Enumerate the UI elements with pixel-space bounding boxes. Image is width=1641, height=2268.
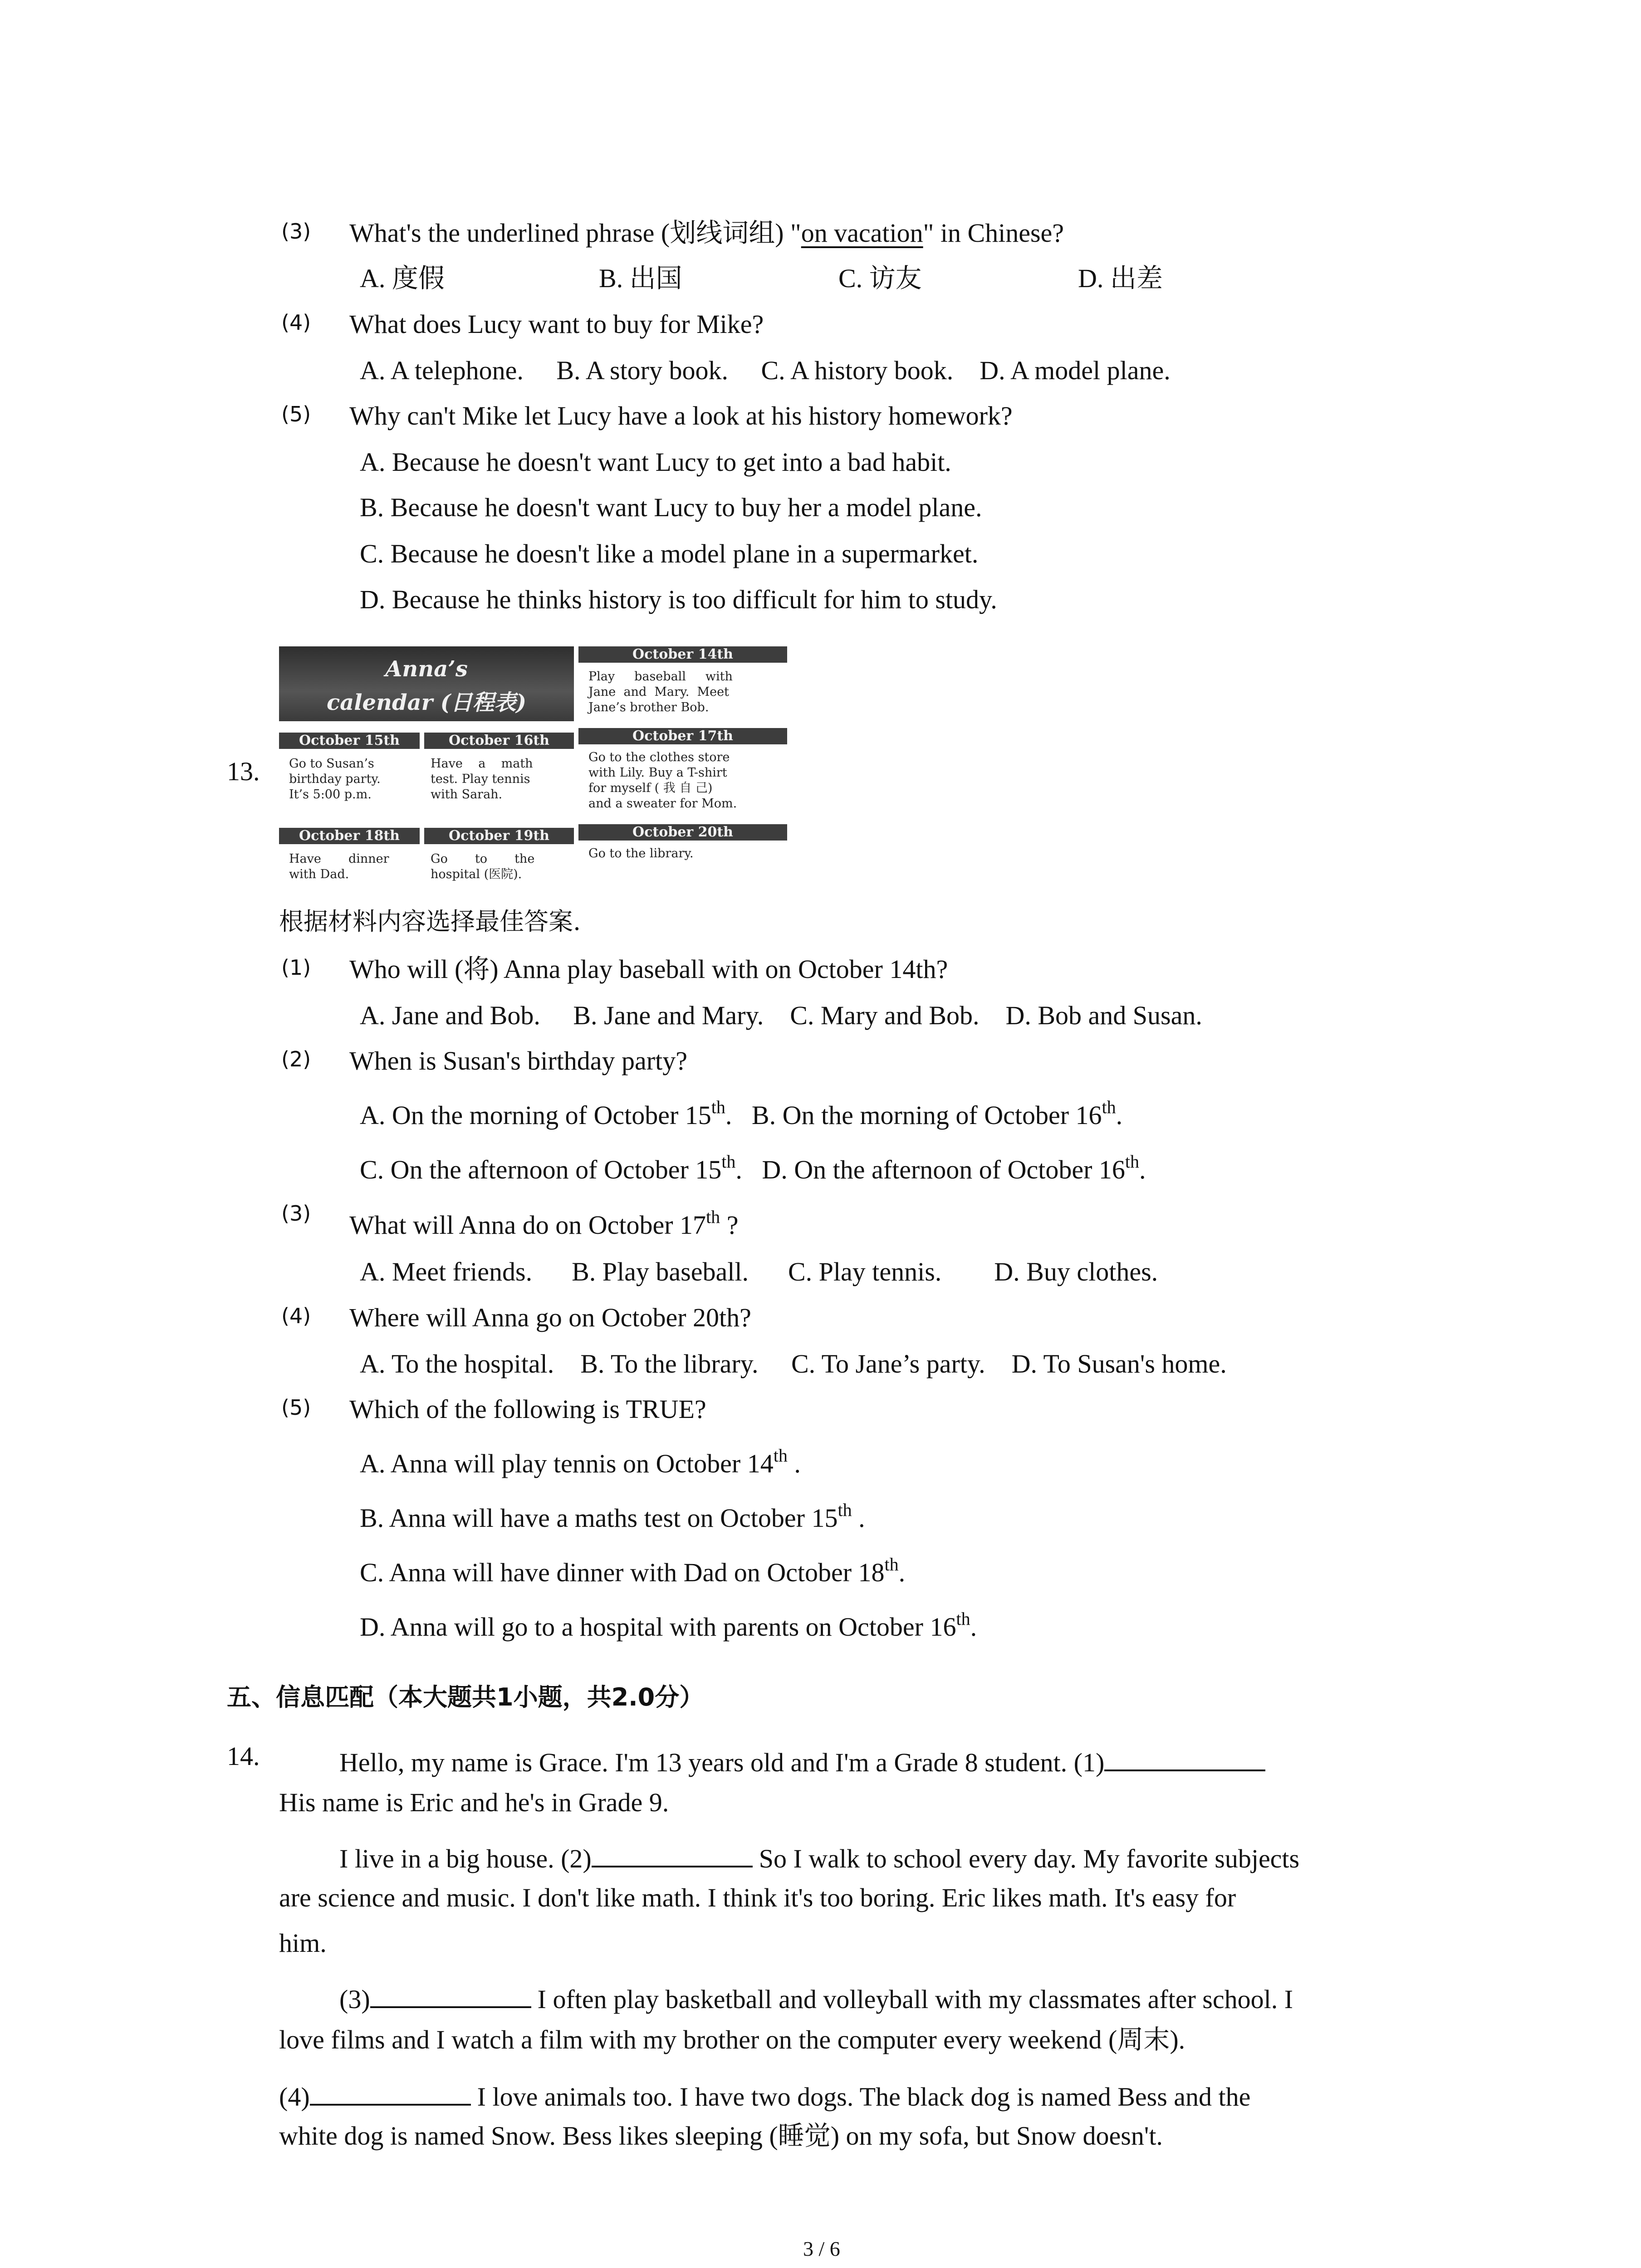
answer-blank-1[interactable] — [1104, 1743, 1265, 1771]
q13-2-option-b: B. On the morning of October 16 — [751, 1100, 1102, 1130]
q14-p2-line2: are science and music. I don't like math. I think it's too boring. Eric likes math. It's easy for — [279, 1883, 1236, 1912]
q13-4-number: (4) — [281, 1304, 311, 1328]
calendar-cell-oct16 — [424, 733, 574, 819]
q14-p4-line1 — [279, 2077, 1250, 2110]
option-text: B. Anna will have a maths test on October 15 — [360, 1503, 838, 1533]
q13-3-options: A. Meet friends. B. Play baseball. C. Play tennis. D. Buy clothes. — [360, 1257, 1158, 1286]
q12-5-option-d: D. Because he thinks history is too difficult for him to study. — [360, 585, 997, 614]
q14-p1-line2: His name is Eric and he's in Grade 9. — [279, 1788, 669, 1817]
q13-instruction: 根据材料内容选择最佳答案. — [279, 907, 581, 936]
q14-p2-line3: him. — [279, 1928, 327, 1958]
calendar-text: Go to the library. — [588, 846, 694, 860]
q14-p1-line1 — [339, 1743, 1272, 1776]
q13-3-text-after: ? — [720, 1210, 739, 1240]
calendar-cell-oct15 — [279, 733, 420, 819]
q13-5-option-d: D. Anna will go to a hospital with parents on October 16th. — [360, 1608, 977, 1642]
q13-2-options-cd: C. On the afternoon of October 15th. D. On the afternoon of October 16th. — [360, 1151, 1146, 1184]
q12-5-option-a: A. Because he doesn't want Lucy to get into a bad habit. — [360, 447, 951, 477]
superscript: th — [706, 1207, 720, 1227]
q13-2-option-a: A. On the morning of October 15 — [360, 1100, 711, 1130]
calendar-date: October 14th — [578, 646, 787, 663]
superscript: th — [838, 1500, 852, 1520]
superscript: th — [956, 1608, 970, 1629]
q12-4-options: A. A telephone. B. A story book. C. A history book. D. A model plane. — [360, 356, 1171, 385]
calendar-cell-oct14 — [578, 646, 787, 721]
calendar-cell-oct17 — [578, 728, 787, 819]
calendar-date: October 17th — [578, 728, 787, 744]
q12-5-number: (5) — [281, 402, 311, 426]
calendar-date: October 16th — [424, 733, 574, 749]
q13-1-question: Who will (将) Anna play baseball with on October 14th? — [349, 954, 948, 984]
q14-text: I often play basketball and volleyball with my classmates after school. I — [537, 1984, 1293, 2014]
q14-number: 14. — [227, 1741, 260, 1771]
section-five-title: 五、信息匹配（本大题共1小题，共2.0分） — [227, 1683, 704, 1711]
q13-1-number: (1) — [281, 955, 311, 980]
calendar-cell-oct20 — [578, 824, 787, 894]
q14-text: (4) — [279, 2082, 310, 2112]
superscript: th — [1102, 1097, 1116, 1117]
calendar-text: Have a math test. Play tennis with Sarah. — [431, 757, 533, 802]
q13-2-option-d: D. On the afternoon of October 16 — [762, 1155, 1125, 1184]
q13-3-text: What will Anna do on October 17 — [349, 1210, 706, 1240]
q13-5-question: Which of the following is TRUE? — [349, 1394, 706, 1424]
q14-text: So I walk to school every day. My favorite subjects — [759, 1844, 1300, 1873]
calendar-text: Go to the hospital (医院). — [431, 852, 535, 881]
q14-text: I love animals too. I have two dogs. The black dog is named Bess and the — [477, 2082, 1251, 2112]
q14-text: (3) — [339, 1984, 370, 2014]
q12-3-option-c: C. 访友 — [838, 264, 922, 293]
q12-5-option-c: C. Because he doesn't like a model plane in a supermarket. — [360, 539, 979, 568]
q13-2-options-ab: A. On the morning of October 15th. B. On the morning of October 16th. — [360, 1097, 1123, 1130]
q14-p2-line1 — [339, 1839, 1299, 1872]
q12-3-text-before: What's the underlined phrase (划线词组) " — [349, 218, 801, 248]
calendar-text: Play baseball with Jane and Mary. Meet Jane’s brother Bob. — [588, 670, 733, 714]
q14-text: Hello, my name is Grace. I'm 13 years old and I'm a Grade 8 student. (1) — [339, 1748, 1105, 1777]
q13-2-option-c: C. On the afternoon of October 15 — [360, 1155, 722, 1184]
answer-blank-2[interactable] — [592, 1839, 753, 1867]
q12-4-question: What does Lucy want to buy for Mike? — [349, 309, 764, 339]
superscript: th — [773, 1445, 788, 1466]
anna-calendar-image — [279, 646, 787, 894]
option-text: A. Anna will play tennis on October 14 — [360, 1449, 774, 1478]
q13-number: 13. — [227, 757, 260, 786]
superscript: th — [1125, 1151, 1140, 1172]
q13-5-option-a: A. Anna will play tennis on October 14th . — [360, 1445, 801, 1478]
q12-3-option-d: D. 出差 — [1078, 264, 1163, 293]
q13-2-number: (2) — [281, 1047, 311, 1071]
q13-5-option-c: C. Anna will have dinner with Dad on October 18th. — [360, 1554, 906, 1587]
q13-2-question: When is Susan's birthday party? — [349, 1046, 687, 1075]
superscript: th — [721, 1151, 736, 1172]
option-text: D. Anna will go to a hospital with parents on October 16 — [360, 1612, 956, 1642]
q13-4-options: A. To the hospital. B. To the library. C. To Jane’s party. D. To Susan's home. — [360, 1349, 1227, 1378]
calendar-title-line2: calendar (日程表) — [326, 690, 527, 715]
calendar-title-line1: Anna’s — [385, 656, 468, 682]
q12-3-option-a: A. 度假 — [360, 264, 445, 293]
q14-p3-line1 — [339, 1980, 1293, 2013]
q12-4-number: (4) — [281, 310, 311, 335]
calendar-date: October 20th — [578, 824, 787, 841]
calendar-text: Have dinner with Dad. — [289, 852, 389, 881]
page-number: 3 / 6 — [803, 2237, 840, 2260]
calendar-text: Go to the clothes store with Lily. Buy a T-shirt for myself ( 我 自 己) and a sweater for Mom. — [588, 750, 737, 811]
q12-3-text-after: " in Chinese? — [923, 218, 1064, 248]
calendar-date: October 19th — [424, 828, 574, 844]
q12-3-option-b: B. 出国 — [599, 264, 682, 293]
superscript: th — [711, 1097, 725, 1117]
q13-3-question — [349, 1207, 739, 1240]
calendar-text: Go to Susan’s birthday party. It’s 5:00 p.m. — [289, 757, 381, 802]
q13-4-question: Where will Anna go on October 20th? — [349, 1303, 751, 1332]
q12-5-option-b: B. Because he doesn't want Lucy to buy her a model plane. — [360, 493, 982, 522]
option-text: C. Anna will have dinner with Dad on October 18 — [360, 1558, 885, 1587]
q13-3-number: (3) — [281, 1201, 311, 1226]
answer-blank-3[interactable] — [370, 1980, 531, 2008]
q14-p3-line2: love films and I watch a film with my brother on the computer every weekend (周末). — [279, 2025, 1185, 2054]
calendar-date: October 18th — [279, 828, 420, 844]
q13-1-options: A. Jane and Bob. B. Jane and Mary. C. Mary and Bob. D. Bob and Susan. — [360, 1001, 1202, 1030]
q12-5-question: Why can't Mike let Lucy have a look at his history homework? — [349, 401, 1013, 430]
q14-p4-line2: white dog is named Snow. Bess likes sleeping (睡觉) on my sofa, but Snow doesn't. — [279, 2121, 1163, 2151]
q14-text: I live in a big house. (2) — [339, 1844, 592, 1873]
q12-3-question — [349, 220, 1064, 246]
calendar-cell-oct19 — [424, 828, 574, 894]
q12-3-underlined-phrase: on vacation — [801, 218, 923, 248]
calendar-title — [279, 646, 574, 721]
q12-3-number: (3) — [281, 219, 311, 244]
calendar-cell-oct18 — [279, 828, 420, 894]
superscript: th — [884, 1554, 899, 1574]
answer-blank-4[interactable] — [310, 2077, 471, 2106]
calendar-date: October 15th — [279, 733, 420, 749]
q13-5-number: (5) — [281, 1395, 311, 1420]
q13-5-option-b: B. Anna will have a maths test on October 15th . — [360, 1500, 865, 1533]
